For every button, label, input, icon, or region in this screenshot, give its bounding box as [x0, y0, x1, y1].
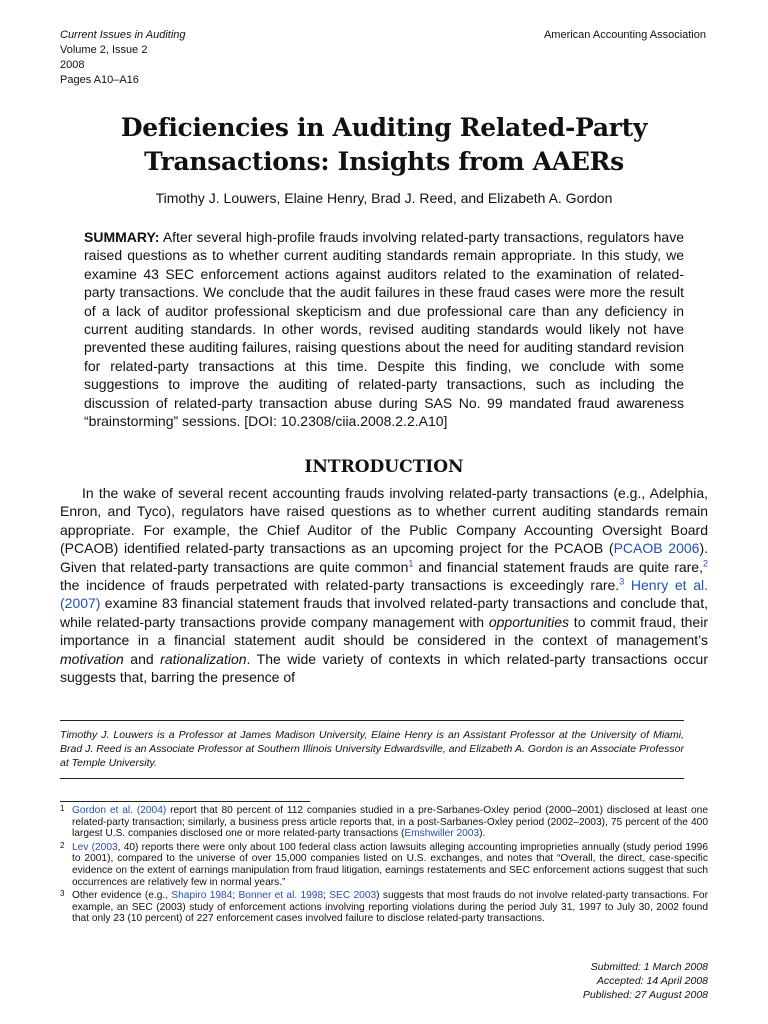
footnote-separator: [60, 801, 310, 802]
footnote-ref-2[interactable]: 2: [702, 557, 708, 568]
submitted-date: Submitted: 1 March 2008: [590, 961, 708, 973]
summary-doi: [DOI: 10.2308/ciia.2008.2.2.A10]: [244, 413, 448, 430]
footnote-separator-text: ;: [232, 890, 239, 902]
title-line-2: Transactions: Insights from AAERs: [144, 147, 624, 176]
footnote-separator-text: ;: [323, 890, 330, 902]
emphasis-opportunities: opportunities: [488, 613, 570, 630]
accepted-date: Accepted: 14 April 2008: [596, 975, 708, 987]
footnote-number: 3: [60, 889, 65, 899]
intro-text: and financial statement frauds are quite rare,: [413, 558, 703, 575]
article-title: [0, 111, 768, 179]
title-line-1: Deficiencies in Auditing Related-Party: [120, 113, 648, 142]
affiliation-top-rule: [60, 720, 684, 721]
intro-text: to commit fraud, their importance in a financial statement audit should be considered in the context of management’s: [60, 613, 708, 649]
citation-link-shapiro-1984[interactable]: Shapiro 1984: [171, 890, 233, 902]
footnote-2: [60, 842, 708, 888]
citation-link-emshwiller-2003[interactable]: Emshwiller 2003: [404, 828, 480, 840]
footnote-1: [60, 805, 708, 840]
summary-abstract: [84, 228, 684, 430]
intro-text: and: [123, 650, 161, 667]
footnotes: [60, 805, 708, 927]
footnote-number: 2: [60, 840, 65, 850]
journal-pages: Pages A10–A16: [60, 74, 139, 86]
footnote-ref-3[interactable]: 3: [619, 576, 625, 587]
emphasis-motivation: motivation: [60, 650, 124, 667]
journal-name: Current Issues in Auditing: [60, 29, 186, 41]
summary-text: After several high-profile frauds involving related-party transactions, regulators have raised questions as to whether current auditing standards remain appropriate. In this study, we examine 43 SEC enforcement actions against auditors related to the examination of related-party transactions. We conclude that the audit failures in these fraud cases were more the result of a lack of auditor professional skepticism and due professional care than any deficiency in current auditing standards. In other words, revised auditing standards would likely not have prevented these auditing failures, raising questions about the need for auditing standard revision for related-party transactions at this time. Despite this finding, we conclude with some suggestions to improve the auditing of related-party transactions, such as including the discussion of related-party transaction abuse during SAS No. 99 mandated fraud awareness “brainstorming” sessions.: [84, 229, 684, 430]
publisher-name: American Accounting Association: [543, 29, 706, 41]
footnote-3: [60, 890, 708, 925]
citation-link-henry-2007[interactable]: Henry et al. (2007): [60, 577, 709, 612]
author-affiliations: Timothy J. Louwers is a Professor at James Madison University, Elaine Henry is an Assistant Professor at the University of Miami, Brad J. Reed is an Associate Professor at Southern Illinois University Edwardsville, and Elizabeth A. Gordon is an Associate Professor at Temple University.: [60, 729, 684, 769]
intro-text: examine 83 financial statement frauds that involved related-party transactions and conclude that, while related-party transactions provide company management with: [60, 595, 708, 630]
author-list: Timothy J. Louwers, Elaine Henry, Brad J. Reed, and Elizabeth A. Gordon: [155, 190, 613, 206]
publication-dates: [583, 960, 708, 1002]
journal-volume: Volume 2, Issue 2: [60, 44, 148, 56]
intro-text: . The wide variety of contexts in which related-party transactions occur suggests that, barring the presence of: [60, 650, 709, 686]
footnote-text: Other evidence (e.g.,: [72, 890, 172, 902]
footnote-text: ).: [479, 828, 486, 840]
published-date: Published: 27 August 2008: [582, 989, 708, 1001]
intro-text: the incidence of frauds perpetrated with related-party transactions is exceedingly rare.: [60, 577, 620, 594]
citation-link-bonner-1998[interactable]: Bonner et al. 1998: [238, 890, 324, 902]
citation-link-lev-2003[interactable]: Lev (2003: [72, 841, 118, 853]
intro-text: In the wake of several recent accounting frauds involving related-party transactions (e.g., Adelphia, Enron, and Tyco), regulators have raised questions as to whether current auditing standards remain appropriate. For example, the Chief Auditor of the Public Company Accounting Oversight Board (PCAOB) identified related-party transactions as an upcoming project for the PCAOB (: [60, 485, 708, 557]
journal-year: 2008: [60, 59, 85, 71]
footnote-number: 1: [60, 804, 65, 813]
citation-link-pcaob-2006[interactable]: PCAOB 2006: [613, 540, 700, 557]
intro-text: ). Given that related-party transactions are quite common: [60, 540, 708, 575]
footnote-text: report that 80 percent of 112 companies studied in a pre-Sarbanes-Oxley period (2000–2001) disclosed at least one related-party transaction; similarly, a business press article reports that, in a post-Sarbanes-Oxley period (2002–2003), 75 percent of the 400 largest U.S. companies disclosed one or more related-party transactions (: [72, 805, 708, 840]
citation-link-gordon-2004[interactable]: Gordon et al. (2004): [72, 805, 167, 816]
affiliation-bottom-rule: [60, 778, 684, 779]
section-heading-introduction: INTRODUCTION: [304, 457, 464, 477]
summary-label: SUMMARY:: [84, 229, 160, 245]
footnote-text: , 40) reports there were only about 100 federal class action lawsuits alleging accounting improprieties annually (study period 1996 to 2001), compared to the universe of over 15,000 companies listed on U.S. exchanges, and notes that “Overall, the direct, case-specific evidence on the extent of earnings manipulation from fraud litigation, earnings restatements and SEC enforcement actions suggest that such occurrences are relatively few in normal years.”: [72, 841, 708, 888]
journal-header: [60, 28, 186, 88]
emphasis-rationalization: rationalization: [160, 650, 247, 667]
footnote-ref-1[interactable]: 1: [408, 557, 414, 568]
citation-link-sec-2003[interactable]: SEC 2003: [329, 890, 377, 902]
footnote-text: ) suggests that most frauds do not involve related-party transactions. For example, an SEC (2003) study of enforcement actions involving reporting violations during the period July 31, 1997 to July 30, 2002 found that only 23 (10 percent) of 227 enforcement cases involved failure to disclose related-party transactions.: [72, 890, 708, 925]
introduction-paragraph: [60, 484, 708, 686]
